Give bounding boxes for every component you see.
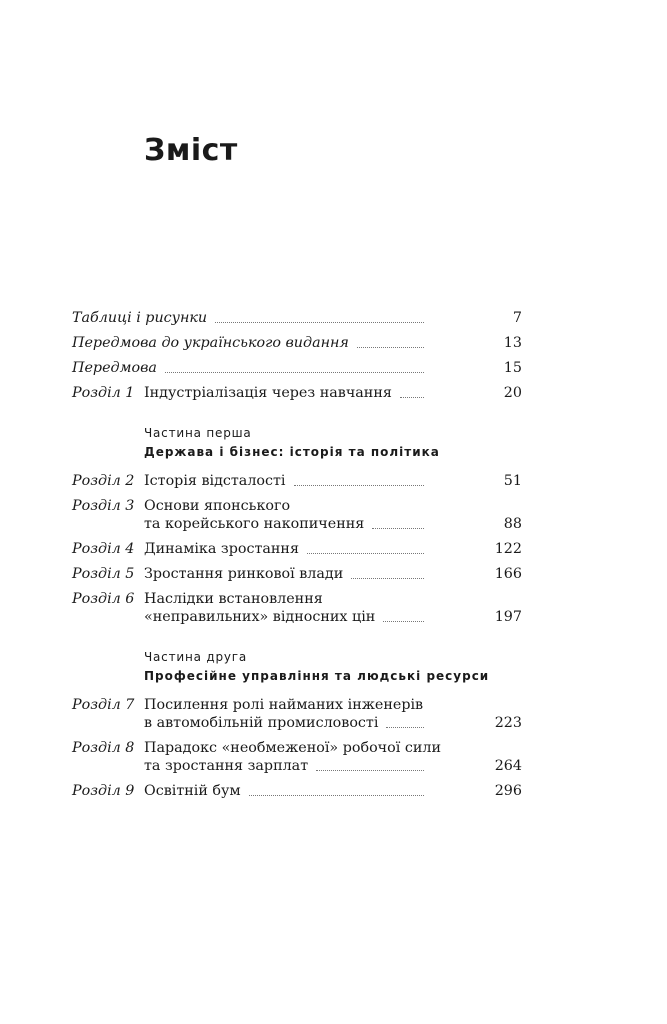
part-heading [144,424,522,462]
toc-entry [72,696,522,732]
dot-leader [316,770,424,771]
page-number: 13 [503,335,522,351]
toc-entry [72,334,522,352]
toc-entry-title: Передмова [72,360,157,376]
chapter-title: Наслідки встановлення [144,591,323,607]
chapter-title: Парадокс «необмеженої» робочої сили [144,740,442,756]
part-title: Професійне управління та людські ресурси [144,669,490,683]
toc-entry [72,590,522,626]
toc-entry [72,565,522,583]
toc-entry [72,782,522,800]
page-number: 122 [494,541,522,557]
toc-entry [72,540,522,558]
table-of-contents [72,309,522,807]
dot-leader [386,727,424,728]
chapter-title: Зростання ринкової влади [144,566,344,582]
dot-leader [165,372,424,373]
chapter-label: Розділ 2 [72,473,135,489]
part-heading [144,648,522,686]
chapter-title: та корейського накопичення [144,516,365,532]
chapter-title: Освітній бум [144,783,241,799]
page-number: 197 [494,609,522,625]
chapter-label: Розділ 4 [72,541,135,557]
chapter-title: та зростання зарплат [144,758,309,774]
page-number: 223 [494,715,522,731]
chapter-label: Розділ 6 [72,591,135,607]
part-title: Держава і бізнес: історія та політика [144,445,440,459]
chapter-title: Посилення ролі найманих інженерів [144,697,424,713]
toc-entry [72,309,522,327]
chapter-title: Історія відсталості [144,473,286,489]
chapter-label: Розділ 7 [72,697,135,713]
chapter-label: Розділ 8 [72,740,135,756]
part-number: Частина перша [144,426,252,440]
chapter-label: Розділ 1 [72,385,135,401]
dot-leader [400,397,424,398]
page-number: 296 [494,783,522,799]
page-number: 7 [512,310,522,326]
page-number: 264 [494,758,522,774]
toc-entry [72,384,522,402]
dot-leader [307,553,424,554]
chapter-title: Індустріалізація через навчання [144,385,392,401]
chapter-title: Динаміка зростання [144,541,299,557]
page-number: 166 [494,566,522,582]
dot-leader [351,578,424,579]
toc-entry-title: Таблиці і рисунки [72,310,208,326]
dot-leader [372,528,424,529]
page-number: 20 [503,385,522,401]
page-number: 51 [503,473,522,489]
chapter-label: Розділ 3 [72,498,135,514]
toc-entry-title: Передмова до українського видання [72,335,349,351]
toc-entry [72,359,522,377]
dot-leader [215,322,424,323]
toc-entry [72,472,522,490]
page-number: 88 [503,516,522,532]
dot-leader [357,347,424,348]
toc-entry [72,739,522,775]
page-number: 15 [503,360,522,376]
chapter-title: в автомобільній промисловості [144,715,379,731]
chapter-title: «неправильних» відносних цін [144,609,376,625]
page-title: Зміст [144,133,238,168]
chapter-label: Розділ 5 [72,566,135,582]
toc-entry [72,497,522,533]
chapter-title: Основи японського [144,498,291,514]
chapter-label: Розділ 9 [72,783,135,799]
dot-leader [294,485,424,486]
part-number: Частина друга [144,650,248,664]
dot-leader [383,621,424,622]
dot-leader [249,795,424,796]
